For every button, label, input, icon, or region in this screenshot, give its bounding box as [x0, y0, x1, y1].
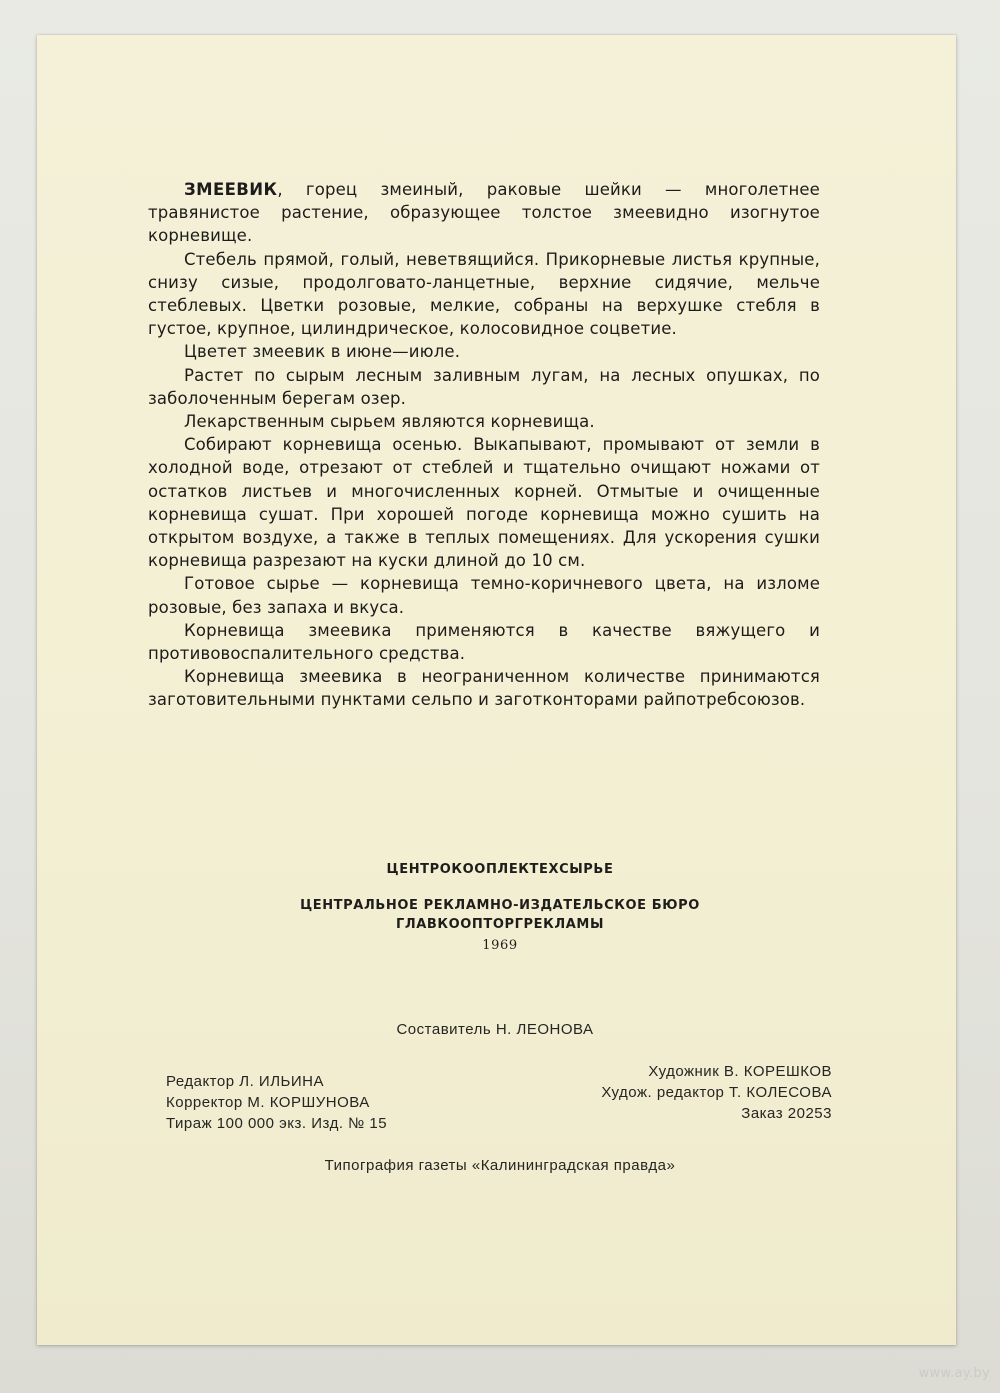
organization-name: ЦЕНТРОКООПЛЕКТЕХСЫРЬЕ — [386, 862, 614, 877]
editorial-credits-right — [520, 1061, 832, 1124]
publication-year: 1969 — [482, 938, 518, 953]
article-text — [148, 178, 820, 712]
art-editor-credit: Худож. редактор Т. КОЛЕСОВА — [601, 1084, 832, 1101]
artist-credit: Художник В. КОРЕШКОВ — [648, 1063, 832, 1080]
printing-house-credit: Типография газеты «Калининградская правда» — [324, 1157, 676, 1174]
editorial-credits-left — [166, 1071, 387, 1134]
article-paragraph-7: Готовое сырье — корневища темно-коричневого цвета, на изломе розовые, без запаха и вкуса. — [148, 574, 820, 617]
article-paragraph-4: Растет по сырым лесным заливным лугам, на лесных опушках, по заболоченным берегам озер. — [148, 365, 820, 408]
article-paragraph-8: Корневища змеевика применяются в качестве вяжущего и противовоспалительного средства. — [148, 620, 820, 664]
article-paragraph-1-text: , горец змеиный, раковые шейки — многолетнее травянистое растение, образующее толстое змеевидно изогнутое корневище. — [148, 180, 820, 246]
article-paragraph-2: Стебель прямой, голый, неветвящийся. Прикорневые листья крупные, снизу сизые, продолговато-ланцетные, верхние сидячие, мельче стеблевых. Цветки розовые, мелкие, собраны на верхушке стебля в густое, крупное, цилиндрическое, колосовидное соцветие. — [148, 249, 820, 339]
compiler-credit: Составитель Н. ЛЕОНОВА — [396, 1021, 594, 1038]
article-paragraph-5: Лекарственным сырьем являются корневища. — [184, 412, 595, 432]
publisher-bureau-line-2: ГЛАВКООПТОРГРЕКЛАМЫ — [395, 917, 605, 932]
proofreader-credit: Корректор М. КОРШУНОВА — [166, 1094, 370, 1111]
article-paragraph-9: Корневища змеевика в неограниченном количестве принимаются заготовительными пунктами сельпо и заготконторами райпотребсоюзов. — [148, 667, 820, 710]
publisher-bureau — [0, 896, 1000, 934]
publisher-bureau-line-1: ЦЕНТРАЛЬНОЕ РЕКЛАМНО-ИЗДАТЕЛЬСКОЕ БЮРО — [300, 898, 700, 913]
article-headword: ЗМЕЕВИК — [184, 180, 278, 199]
article-paragraph-1 — [148, 178, 820, 248]
article-paragraph-6: Собирают корневища осенью. Выкапывают, промывают от земли в холодной воде, отрезают от стеблей и тщательно очищают ножами от остатков листьев и многочисленных корней. Отмытые и очищенные корневища сушат. При хорошей погоде корневища можно сушить на открытом воздухе, а также в теплых помещениях. Для ускорения сушки корневища разрезают на куски длиной до 10 см. — [148, 435, 820, 571]
print-run-credit: Тираж 100 000 экз. Изд. № 15 — [166, 1115, 388, 1132]
editor-credit: Редактор Л. ИЛЬИНА — [166, 1073, 325, 1090]
site-watermark: www.ay.by — [918, 1366, 990, 1381]
order-number: Заказ 20253 — [741, 1105, 832, 1122]
article-paragraph-3: Цветет змеевик в июне—июле. — [184, 342, 461, 362]
